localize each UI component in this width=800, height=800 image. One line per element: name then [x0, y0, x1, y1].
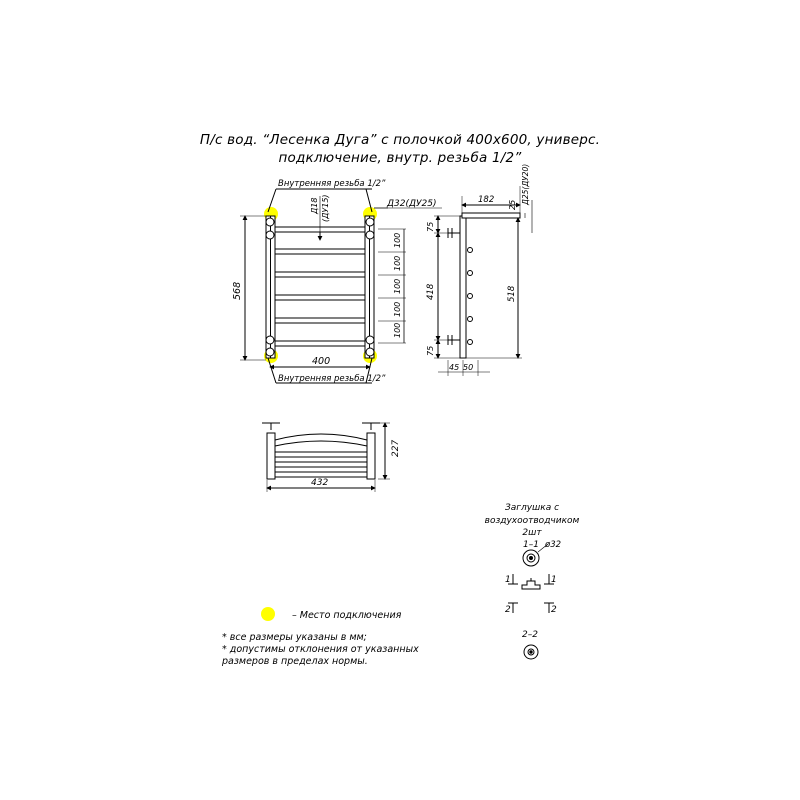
dim-25-label: 25: [508, 199, 517, 210]
shelf: [462, 213, 520, 218]
note-tolerance-line1: * допустимы отклонения от указанных: [222, 644, 419, 655]
drawing-title-line2: подключение, внутр. резьба 1/2”: [278, 150, 522, 166]
dim-75-top-label: 75: [426, 221, 435, 232]
note-tolerance-line2: размеров в пределах нормы.: [222, 656, 368, 667]
plug-title-line2: воздухоотводчиком: [484, 516, 580, 526]
section-2-2-label: 2–2: [522, 630, 538, 640]
section-mark-1-right: 1: [551, 575, 557, 585]
dim-step-label: 100: [393, 278, 402, 294]
drawing-title-line1: П/с вод. “Лесенка Дуга” с полочкой 400х600, универс.: [199, 132, 601, 148]
legend-connection-label: – Место подключения: [292, 610, 402, 621]
note-units: * все размеры указаны в мм;: [222, 632, 367, 643]
dim-50-label: 50: [463, 363, 474, 372]
dim-step-label: 100: [393, 232, 402, 248]
rung: [275, 249, 365, 254]
front-view: [240, 189, 442, 383]
section-mark-1-left: 1: [505, 575, 511, 585]
section-1-1-label: 1–1: [523, 540, 539, 550]
plug-title-line1: Заглушка с: [504, 503, 560, 513]
plug-detail: [508, 544, 554, 659]
dim-step-label: 100: [393, 301, 402, 317]
dim-418-label: 418: [426, 283, 436, 300]
rung: [275, 295, 365, 300]
dim-182-label: 182: [478, 195, 495, 205]
dim-step-label: 100: [393, 322, 402, 338]
dim-227-label: 227: [391, 439, 401, 457]
section-mark-2-left: 2: [505, 605, 511, 615]
dim-step-label: 100: [393, 255, 402, 271]
side-view: [434, 186, 532, 376]
thread-label-top: Внутренняя резьба 1/2”: [278, 179, 386, 189]
dim-518-label: 518: [507, 285, 517, 302]
rung: [275, 318, 365, 323]
dim-height-label: 568: [232, 281, 243, 300]
rung: [275, 272, 365, 277]
plug-diameter-label: ø32: [545, 540, 562, 550]
rung: [275, 341, 365, 346]
legend-connection-marker: [261, 607, 275, 621]
dim-d32-label: Д32(ДУ25): [387, 199, 437, 209]
dim-75-bottom-label: 75: [426, 345, 435, 356]
dim-432-label: 432: [311, 478, 329, 488]
plug-quantity: 2шт: [522, 528, 542, 538]
dim-d18-label: Д18: [310, 197, 319, 214]
dim-width-label: 400: [312, 356, 331, 367]
section-mark-2-right: 2: [551, 605, 557, 615]
dim-d25-label: Д25(ДУ20): [521, 163, 530, 205]
thread-label-bottom: Внутренняя резьба 1/2”: [278, 374, 386, 384]
dim-45-label: 45: [449, 363, 460, 372]
dim-du15-label: (ДУ15): [321, 194, 330, 222]
